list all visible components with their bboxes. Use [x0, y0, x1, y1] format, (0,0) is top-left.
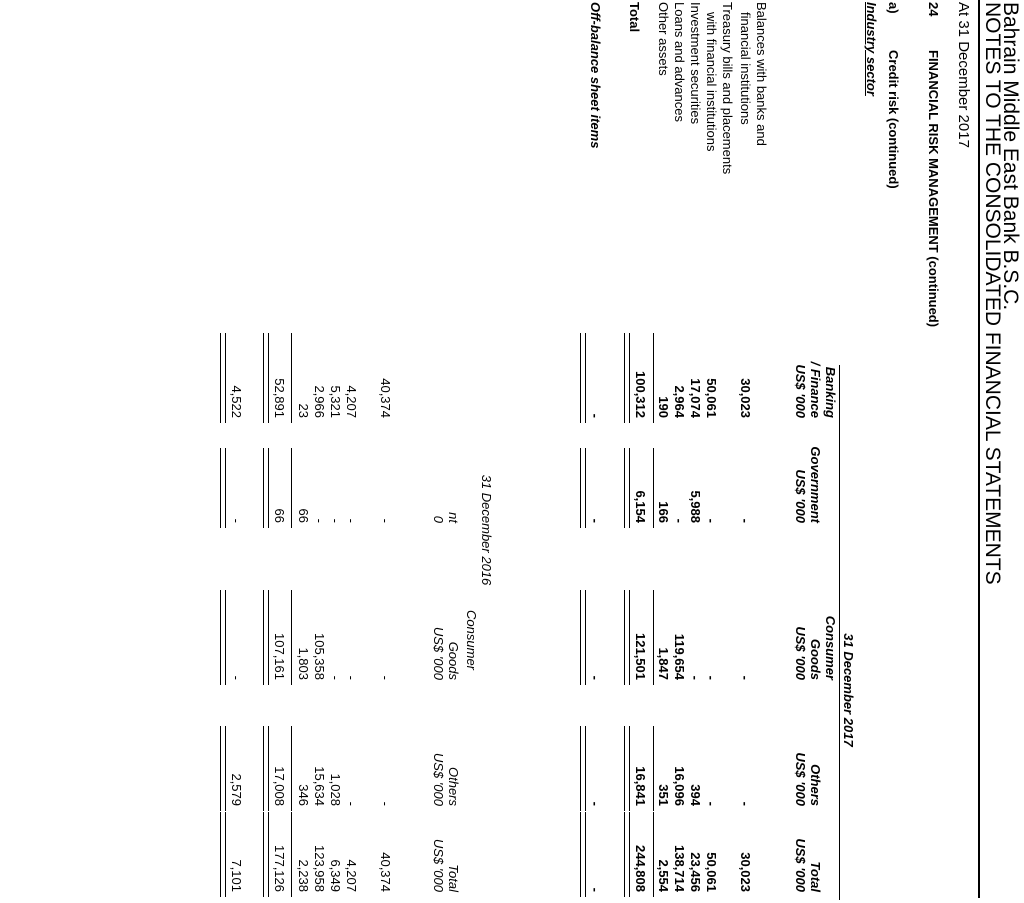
cell-2016-offbalance-total: 7,101 [229, 859, 244, 892]
statement-date: At 31 December 2017 [955, 2, 972, 148]
col-banking-2017-a: Banking [823, 366, 838, 418]
cell-2017-investment-total: 23,456 [688, 852, 703, 892]
rule-2016-c1 [291, 333, 292, 423]
dbl-rule-2016-off-c1 [220, 333, 226, 423]
cell-2017-balances-others: - [738, 801, 753, 806]
cell-2017-treasury-government: - [704, 518, 719, 523]
col-total-2017-b: Total [808, 861, 823, 892]
rule-2016-c4 [291, 726, 292, 811]
period-2017-rule [839, 365, 840, 900]
cell-2016-balances-others: - [378, 801, 393, 806]
col-others-2016-b: Others [446, 766, 461, 806]
col-others-2016-c: US$ '000 [431, 752, 446, 806]
dbl-rule-2016-c3 [263, 590, 269, 685]
col-government-2017-c: US$ '000 [793, 469, 808, 523]
note-title: FINANCIAL RISK MANAGEMENT (continued) [926, 50, 941, 328]
col-government-2016-b: nt [446, 512, 461, 523]
dbl-rule-2017-c1 [624, 333, 630, 423]
subnote-letter: a) [886, 2, 901, 14]
col-banking-2017-b: / Finance [808, 361, 823, 418]
rule-2017-c1 [653, 333, 654, 423]
col-consumer-2017-b: Goods [808, 638, 823, 680]
cell-2017-offbalance-total: - [588, 887, 603, 892]
dbl-rule-2016-off-c5 [220, 812, 226, 897]
cell-2017-total-others: 16,841 [633, 766, 648, 806]
rule-2016-c2 [291, 448, 292, 528]
cell-2016-treasury-government: - [344, 518, 359, 523]
cell-2017-offbalance-banking: - [588, 413, 603, 418]
cell-2017-total-total: 244,808 [633, 845, 648, 892]
cell-2017-loans-government: - [672, 518, 687, 523]
cell-2017-other-total: 2,554 [656, 859, 671, 892]
cell-2017-treasury-total: 50,061 [704, 852, 719, 892]
cell-2016-treasury-total: 4,207 [344, 859, 359, 892]
dbl-rule-2017-c5 [624, 812, 630, 897]
cell-2016-loans-total: 123,958 [312, 845, 327, 892]
dbl-rule-2016-c1 [263, 333, 269, 423]
rule-2016-c3 [291, 590, 292, 685]
cell-2017-other-others: 351 [656, 784, 671, 806]
cell-2016-balances-government: - [378, 518, 393, 523]
dbl-rule-2017-off-c4 [580, 726, 586, 811]
cell-2017-other-banking: 190 [656, 396, 671, 418]
dbl-rule-2017-c2 [624, 448, 630, 528]
cell-2017-offbalance-consumer: - [588, 675, 603, 680]
dbl-rule-2016-off-c2 [220, 448, 226, 528]
cell-2017-other-government: 166 [656, 501, 671, 523]
cell-2016-investment-consumer: - [328, 675, 343, 680]
row-label-balances-1: Balances with banks and [754, 2, 769, 146]
row-label-treasury-1: Treasury bills and placements [720, 2, 735, 175]
rule-2017-c2 [653, 448, 654, 528]
cell-2017-balances-total: 30,023 [738, 852, 753, 892]
dbl-rule-2017-off-c1 [580, 333, 586, 423]
row-label-total: Total [627, 2, 642, 33]
cell-2017-treasury-others: - [704, 801, 719, 806]
section-heading: Industry sector [864, 2, 879, 96]
cell-2017-investment-banking: 17,074 [688, 378, 703, 418]
cell-2016-loans-government: - [312, 518, 327, 523]
cell-2017-balances-government: - [738, 518, 753, 523]
document-title: NOTES TO THE CONSOLIDATED FINANCIAL STATEMENTS [981, 2, 1004, 585]
col-government-2017-b: Government [808, 446, 823, 523]
cell-2016-loans-others: 15,634 [312, 766, 327, 806]
dbl-rule-2017-c3 [624, 590, 630, 685]
cell-2017-total-consumer: 121,501 [633, 633, 648, 680]
cell-2016-total-government: 66 [272, 508, 287, 523]
cell-2016-offbalance-others: 2,579 [229, 773, 244, 806]
cell-2016-other-banking: 23 [296, 403, 311, 418]
cell-2017-treasury-consumer: - [704, 675, 719, 680]
cell-2017-offbalance-government: - [588, 518, 603, 523]
cell-2017-investment-others: 394 [688, 784, 703, 806]
cell-2016-total-total: 177,126 [272, 845, 287, 892]
col-total-2016-c: US$ '000 [431, 838, 446, 892]
cell-2017-total-government: 6,154 [633, 490, 648, 523]
cell-2017-total-banking: 100,312 [633, 371, 648, 418]
cell-2016-investment-others: 1,028 [328, 773, 343, 806]
cell-2017-other-consumer: 1,847 [656, 647, 671, 680]
cell-2016-other-government: 66 [296, 508, 311, 523]
cell-2017-balances-banking: 30,023 [738, 378, 753, 418]
cell-2016-offbalance-government: - [229, 518, 244, 523]
company-name: Bahrain Middle East Bank B.S.C. [999, 2, 1022, 311]
rule-2017-c4 [653, 726, 654, 811]
cell-2016-investment-total: 6,349 [328, 859, 343, 892]
col-total-2017-c: US$ '000 [793, 838, 808, 892]
rule-2017-c3 [653, 590, 654, 685]
col-consumer-2016-c: US$ '000 [431, 626, 446, 680]
cell-2016-investment-government: - [328, 518, 343, 523]
cell-2016-total-consumer: 107,161 [272, 633, 287, 680]
cell-2017-loans-others: 16,096 [672, 766, 687, 806]
cell-2016-treasury-others: - [344, 801, 359, 806]
col-others-2017-c: US$ '000 [793, 752, 808, 806]
rule-2016-c5 [291, 812, 292, 897]
row-label-offbalance: Off-balance sheet items [588, 2, 603, 149]
cell-2017-balances-consumer: - [738, 675, 753, 680]
rule-2017-c5 [653, 812, 654, 897]
dbl-rule-2016-c4 [263, 726, 269, 811]
row-label-loans: Loans and advances [672, 2, 687, 122]
col-banking-2017-c: US$ '000 [793, 364, 808, 418]
row-label-investment: Investment securities [688, 2, 703, 125]
row-label-treasury-2: with financial institutions [704, 12, 719, 152]
cell-2016-balances-consumer: - [378, 675, 393, 680]
dbl-rule-2017-c4 [624, 726, 630, 811]
cell-2017-loans-banking: 2,964 [672, 385, 687, 418]
cell-2016-total-others: 17,008 [272, 766, 287, 806]
cell-2016-balances-total: 40,374 [378, 852, 393, 892]
note-number: 24 [926, 2, 941, 17]
cell-2016-other-consumer: 1,803 [296, 647, 311, 680]
col-total-2016-b: Total [446, 864, 461, 892]
col-consumer-2016-a: Consumer [464, 610, 479, 670]
subnote-title: Credit risk (continued) [886, 50, 901, 189]
cell-2016-treasury-consumer: - [344, 675, 359, 680]
col-government-2016-c: 0 [431, 515, 446, 523]
cell-2016-offbalance-banking: 4,522 [229, 385, 244, 418]
dbl-rule-2017-off-c3 [580, 590, 586, 685]
cell-2016-loans-consumer: 105,358 [312, 633, 327, 680]
dbl-rule-2016-c5 [263, 812, 269, 897]
cell-2017-loans-total: 138,714 [672, 845, 687, 892]
col-consumer-2017-c: US$ '000 [793, 626, 808, 680]
header-rule [978, 0, 980, 898]
row-label-balances-2: financial institutions [738, 12, 753, 125]
cell-2016-treasury-banking: 4,207 [344, 385, 359, 418]
col-consumer-2017-a: Consumer [823, 615, 838, 680]
dbl-rule-2016-off-c3 [220, 590, 226, 685]
dbl-rule-2016-off-c4 [220, 726, 226, 811]
col-consumer-2016-b: Goods [446, 641, 461, 680]
period-2016: 31 December 2016 [479, 474, 494, 586]
cell-2017-investment-government: 5,988 [688, 490, 703, 523]
cell-2017-offbalance-others: - [588, 801, 603, 806]
cell-2016-loans-banking: 2,966 [312, 385, 327, 418]
dbl-rule-2017-off-c5 [580, 812, 586, 897]
cell-2017-treasury-banking: 50,061 [704, 378, 719, 418]
cell-2017-loans-consumer: 119,654 [672, 633, 687, 680]
cell-2017-investment-consumer: - [688, 675, 703, 680]
cell-2016-offbalance-consumer: - [229, 675, 244, 680]
cell-2016-total-banking: 52,891 [272, 378, 287, 418]
col-others-2017-b: Others [808, 764, 823, 806]
cell-2016-other-others: 346 [296, 784, 311, 806]
cell-2016-investment-banking: 5,321 [328, 385, 343, 418]
row-label-other: Other assets [656, 2, 671, 76]
dbl-rule-2017-off-c2 [580, 448, 586, 528]
cell-2016-balances-banking: 40,374 [378, 378, 393, 418]
dbl-rule-2016-c2 [263, 448, 269, 528]
cell-2016-other-total: 2,238 [296, 859, 311, 892]
period-2017: 31 December 2017 [841, 633, 856, 747]
